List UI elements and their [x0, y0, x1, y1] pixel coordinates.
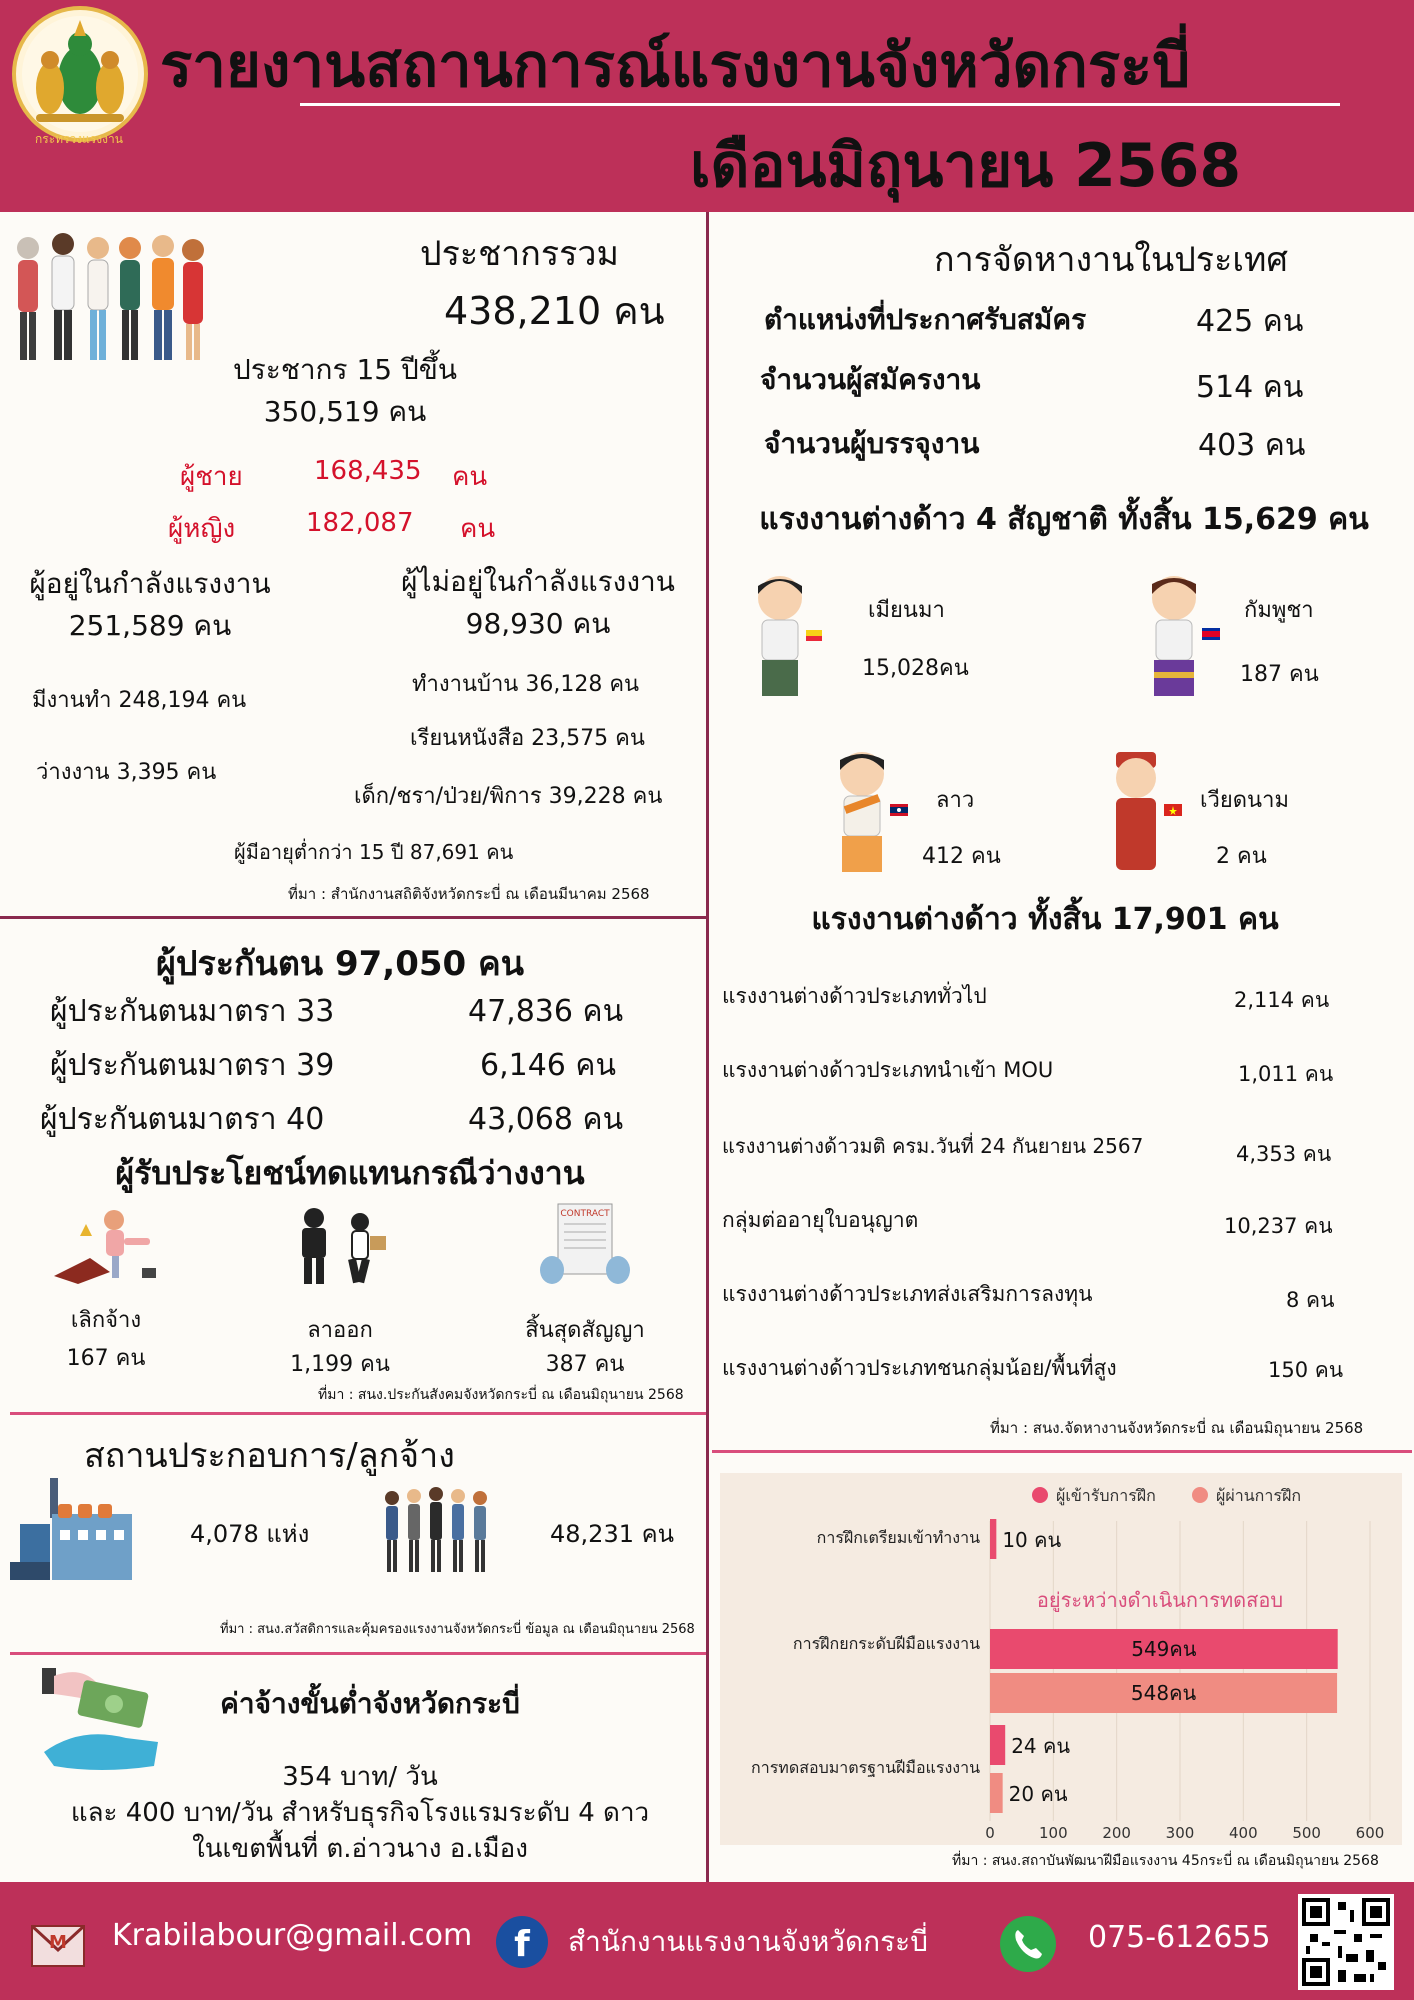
section33-value: 47,836 คน	[468, 994, 624, 1029]
chart-source: ที่มา : สนง.สถาบันพัฒนาฝีมือแรงงาน 45กระบี่ ณ เดือนมิถุนายน 2568	[952, 1853, 1379, 1869]
foreign-cabinet-value: 4,353 คน	[1236, 1142, 1332, 1166]
foreign-all-title: แรงงานต่างด้าว ทั้งสิ้น 17,901 คน	[811, 902, 1279, 937]
total-population-value: 438,210 คน	[444, 289, 665, 333]
vietnam-figure-icon	[1104, 748, 1184, 878]
foreign-minority-value: 150 คน	[1268, 1358, 1344, 1382]
contract-icon-text: CONTRACT	[560, 1209, 610, 1219]
foreign-source: ที่มา : สนง.จัดหางานจังหวัดกระบี่ ณ เดือนมิถุนายน 2568	[990, 1419, 1364, 1437]
section-divider	[712, 1450, 1412, 1453]
facebook-icon	[496, 1916, 548, 1968]
phone-icon	[1000, 1916, 1056, 1972]
establishments-source: ที่มา : สนง.สวัสดิการและคุ้มครองแรงงานจังหวัดกระบี่ ข้อมูล ณ เดือนมิถุนายน 2568	[220, 1622, 695, 1637]
people-group-icon	[8, 226, 208, 366]
category-label: การทดสอบมาตรฐานฝีมือแรงงาน	[751, 1758, 980, 1777]
training-chart	[720, 1473, 1402, 1845]
unemployment-benefit-title: ผู้รับประโยชน์ทดแทนกรณีว่างงาน	[115, 1154, 585, 1192]
population-source: ที่มา : สำนักงานสถิติจังหวัดกระบี่ ณ เดือนมีนาคม 2568	[288, 885, 650, 903]
column-divider	[706, 212, 709, 1882]
vietnam-value: 2 คน	[1216, 844, 1267, 869]
vacancies-value: 425 คน	[1196, 304, 1304, 339]
dismissed-label: เลิกจ้าง	[70, 1308, 142, 1333]
myanmar-figure-icon	[748, 572, 824, 702]
section40-label: ผู้ประกันตนมาตรา 40	[40, 1102, 325, 1137]
foreign-investment-value: 8 คน	[1286, 1288, 1335, 1312]
cambodia-label: กัมพูชา	[1244, 598, 1314, 623]
placed-value: 403 คน	[1198, 428, 1306, 463]
laos-value: 412 คน	[922, 844, 1001, 869]
training-chart-svg	[720, 1473, 1402, 1845]
section-divider	[10, 1412, 706, 1415]
contract-end-value: 387 คน	[545, 1352, 625, 1377]
female-label: ผู้หญิง	[168, 514, 236, 544]
svg-text:M: M	[49, 1932, 67, 1953]
bar-value-label: 10 คน	[1002, 1528, 1062, 1552]
section33-label: ผู้ประกันตนมาตรา 33	[50, 994, 335, 1029]
male-value: 168,435	[314, 456, 422, 486]
contract-icon	[540, 1200, 630, 1290]
foreign-general-value: 2,114 คน	[1234, 988, 1330, 1012]
vacancies-label: ตำแหน่งที่ประกาศรับสมัคร	[764, 303, 1087, 336]
legend-label: ผู้ผ่านการฝึก	[1216, 1486, 1301, 1505]
establishment-count: 4,078 แห่ง	[190, 1520, 310, 1548]
others-count: เด็ก/ชรา/ป่วย/พิการ 39,228 คน	[354, 784, 663, 809]
factory-icon	[6, 1474, 136, 1584]
bar-value-label: 549คน	[1131, 1637, 1197, 1661]
employee-count: 48,231 คน	[550, 1520, 675, 1548]
section40-value: 43,068 คน	[468, 1102, 624, 1137]
contact-footer	[0, 1882, 1414, 2000]
foreign-investment-label: แรงงานต่างด้าวประเภทส่งเสริมการลงทุน	[722, 1282, 1093, 1306]
total-population-label: ประชากรรวม	[420, 234, 619, 274]
contract-end-label: สิ้นสุดสัญญา	[525, 1318, 645, 1343]
job-placement-title: การจัดหางานในประเทศ	[934, 240, 1288, 280]
x-tick-label: 300	[1165, 1824, 1195, 1842]
housework-count: ทำงานบ้าน 36,128 คน	[412, 672, 640, 697]
not-labor-value: 98,930 คน	[465, 607, 611, 640]
in-labor-value: 251,589 คน	[68, 609, 232, 642]
placed-label: จำนวนผู้บรรจุงาน	[764, 427, 980, 460]
female-unit: คน	[460, 514, 496, 544]
x-tick-label: 200	[1102, 1824, 1131, 1842]
male-unit: คน	[452, 462, 488, 492]
category-label: การฝึกยกระดับฝีมือแรงงาน	[792, 1634, 980, 1653]
employed-count: มีงานทำ 248,194 คน	[32, 688, 247, 713]
svg-text:f: f	[514, 1924, 530, 1965]
bar-value-label: 548คน	[1130, 1681, 1197, 1705]
insurance-source: ที่มา : สนง.ประกันสังคมจังหวัดกระบี่ ณ เดือนมิถุนายน 2568	[318, 1387, 684, 1403]
wage-daily: 354 บาท/ วัน	[282, 1762, 438, 1792]
chart-annotation: อยู่ระหว่างดำเนินการทดสอบ	[1036, 1588, 1284, 1612]
foreign-minority-label: แรงงานต่างด้าวประเภทชนกลุ่มน้อย/พื้นที่สูง	[722, 1356, 1117, 1380]
section39-value: 6,146 คน	[480, 1048, 616, 1083]
dismissed-icon	[50, 1206, 160, 1286]
resign-icon	[290, 1204, 390, 1288]
logo-caption: กระทรวงแรงงาน	[35, 132, 123, 146]
foreign-renewal-value: 10,237 คน	[1224, 1214, 1333, 1238]
male-label: ผู้ชาย	[180, 462, 243, 492]
title-divider	[300, 103, 1340, 106]
laos-figure-icon	[830, 748, 910, 878]
section39-label: ผู้ประกันตนมาตรา 39	[50, 1048, 335, 1083]
phone-text[interactable]: 075-612655	[1088, 1920, 1271, 1955]
resigned-label: ลาออก	[307, 1318, 373, 1343]
category-label: การฝึกเตรียมเข้าทำงาน	[816, 1528, 980, 1547]
foreign4-title: แรงงานต่างด้าว 4 สัญชาติ ทั้งสิ้น 15,629 คน	[759, 502, 1369, 537]
female-value: 182,087	[306, 508, 414, 538]
wage-hotel: และ 400 บาท/วัน สำหรับธุรกิจโรงแรมระดับ 4 ดาว	[70, 1798, 650, 1828]
ministry-logo	[12, 6, 148, 142]
over15-value: 350,519 คน	[263, 395, 427, 428]
establishments-title: สถานประกอบการ/ลูกจ้าง	[84, 1436, 455, 1476]
x-tick-label: 400	[1229, 1824, 1258, 1842]
applicants-value: 514 คน	[1196, 370, 1304, 405]
under15-count: ผู้มีอายุต่ำกว่า 15 ปี 87,691 คน	[234, 840, 514, 864]
cambodia-value: 187 คน	[1240, 662, 1319, 687]
legend-marker	[1032, 1487, 1048, 1503]
cambodia-figure-icon	[1142, 572, 1222, 702]
resigned-value: 1,199 คน	[290, 1352, 390, 1377]
email-icon	[28, 1914, 88, 1970]
header-banner	[0, 0, 1414, 212]
in-labor-label: ผู้อยู่ในกำลังแรงงาน	[29, 567, 271, 600]
foreign-renewal-label: กลุ่มต่ออายุใบอนุญาต	[722, 1208, 919, 1232]
dismissed-value: 167 คน	[66, 1346, 146, 1371]
wage-area: ในเขตพื้นที่ ต.อ่าวนาง อ.เมือง	[192, 1834, 528, 1864]
over15-label: ประชากร 15 ปีขึ้น	[232, 353, 458, 386]
section-divider	[0, 916, 706, 919]
legend-label: ผู้เข้ารับการฝึก	[1056, 1486, 1156, 1505]
employees-icon	[378, 1484, 494, 1576]
x-tick-label: 600	[1355, 1824, 1385, 1842]
bar-value-label: 24 คน	[1011, 1734, 1071, 1758]
vietnam-label: เวียดนาม	[1200, 788, 1289, 813]
email-text[interactable]: Krabilabour@gmail.com	[112, 1918, 473, 1953]
laos-label: ลาว	[936, 788, 975, 813]
bar	[990, 1725, 1005, 1765]
facebook-page-text[interactable]: สำนักงานแรงงานจังหวัดกระบี่	[568, 1925, 928, 1958]
studying-count: เรียนหนังสือ 23,575 คน	[410, 726, 645, 751]
foreign-mou-value: 1,011 คน	[1238, 1062, 1334, 1086]
bar	[990, 1773, 1003, 1813]
bar	[990, 1519, 996, 1559]
qr-code[interactable]	[1298, 1894, 1394, 1990]
x-tick-label: 0	[985, 1824, 995, 1842]
insured-total: ผู้ประกันตน 97,050 คน	[155, 944, 525, 984]
wage-title: ค่าจ้างขั้นต่ำจังหวัดกระบี่	[220, 1687, 520, 1720]
myanmar-label: เมียนมา	[868, 598, 945, 623]
foreign-general-label: แรงงานต่างด้าวประเภททั่วไป	[722, 984, 987, 1008]
foreign-cabinet-label: แรงงานต่างด้าวมติ ครม.วันที่ 24 กันยายน 2567	[722, 1134, 1144, 1158]
not-labor-label: ผู้ไม่อยู่ในกำลังแรงงาน	[401, 565, 675, 598]
myanmar-value: 15,028คน	[862, 656, 969, 681]
foreign-mou-label: แรงงานต่างด้าวประเภทนำเข้า MOU	[722, 1058, 1054, 1082]
legend-marker	[1192, 1487, 1208, 1503]
x-tick-label: 500	[1292, 1824, 1321, 1842]
applicants-label: จำนวนผู้สมัครงาน	[760, 363, 981, 396]
report-month: เดือนมิถุนายน 2568	[690, 131, 1242, 201]
section-divider	[10, 1652, 706, 1655]
page-title: รายงานสถานการณ์แรงงานจังหวัดกระบี่	[160, 31, 1191, 101]
unemployed-count: ว่างงาน 3,395 คน	[36, 760, 217, 785]
bar-value-label: 20 คน	[1008, 1782, 1068, 1806]
x-tick-label: 100	[1039, 1824, 1068, 1842]
